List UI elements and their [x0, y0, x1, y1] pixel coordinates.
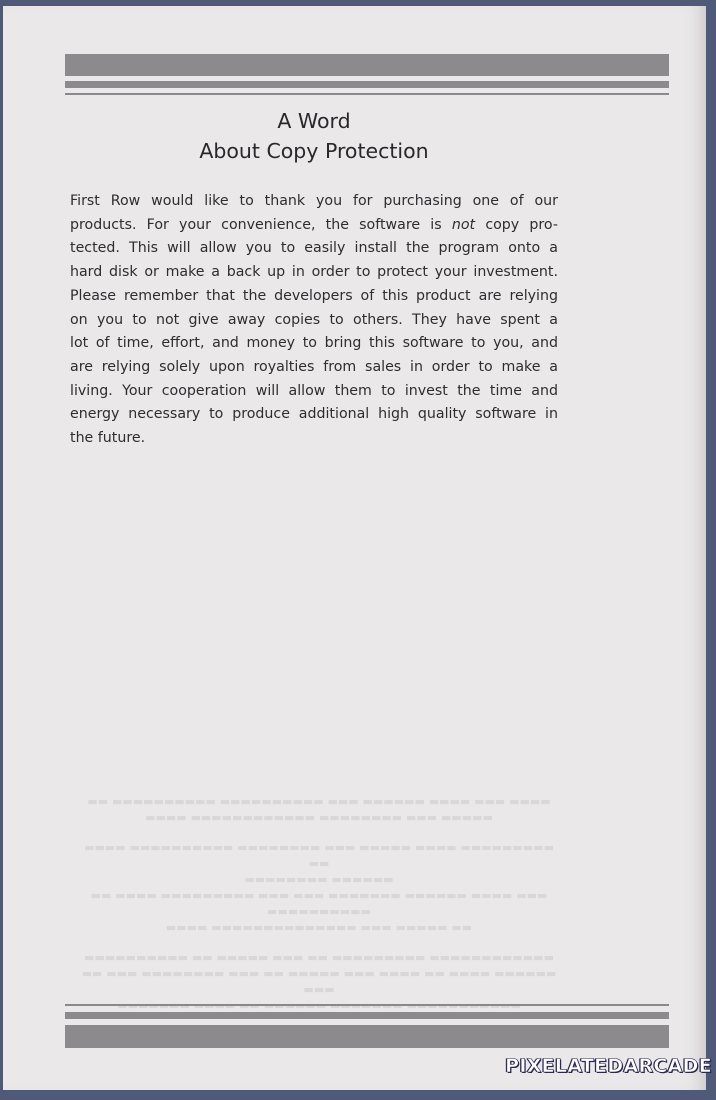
watermark-logo: PIXELATEDARCADE — [505, 1055, 712, 1077]
page-title — [65, 106, 563, 166]
body-line: Please remember that the developers of this product are relying — [70, 287, 558, 304]
body-line — [70, 214, 558, 238]
copy-protection-paragraph — [70, 190, 558, 451]
body-line: are relying solely upon royalties from sales in order to make a — [70, 358, 558, 375]
header-stripe-thin — [65, 93, 669, 95]
body-line: the future. — [70, 430, 146, 447]
body-line: hard disk or make a back up in order to protect your investment. — [70, 264, 558, 281]
header-stripe-thick — [65, 54, 669, 76]
manual-page — [3, 6, 706, 1090]
body-line: energy necessary to produce additional high quality software in — [70, 406, 558, 423]
body-line: First Row would like to thank you for purchasing one of our — [70, 193, 558, 209]
body-line: on you to not give away copies to others. They have spent a — [70, 311, 558, 328]
watermark-url: www.pixelatedarcade.com — [545, 1077, 672, 1088]
body-line-text: products. For your convenience, the software is — [70, 216, 452, 233]
body-line-text — [475, 217, 485, 233]
site-watermark — [505, 1055, 712, 1088]
body-line: lot of time, effort, and money to bring this software to you, and — [70, 335, 558, 352]
title-line-2: About Copy Protection — [199, 139, 429, 163]
footer-stripe-thick — [65, 1025, 669, 1048]
body-line-text: copy pro- — [485, 216, 558, 233]
bleed-through-text: ▬▬▬▬ ▬▬▬ ▬▬▬▬ ▬▬▬▬▬▬ ▬▬▬ ▬▬▬▬▬▬▬▬▬▬ ▬▬▬▬▬▬▬▬▬▬ ▬▬ ▬▬▬▬▬ ▬▬▬ ▬▬▬▬▬▬▬▬ ▬▬▬▬▬▬▬▬▬▬▬▬ ▬▬▬▬ ▬▬▬▬▬▬▬▬▬ ▬▬▬▬ ▬▬▬▬▬ ▬▬▬ ▬▬▬▬▬▬▬▬ ▬▬▬▬▬▬▬▬▬▬ ▬▬▬▬ ▬▬ ▬▬▬▬▬▬ ▬▬▬▬▬▬▬▬ ▬▬▬ ▬▬▬▬ ▬▬▬▬▬▬ ▬▬▬▬▬▬▬ ▬▬▬ ▬▬▬ ▬▬▬▬▬▬▬▬▬ ▬▬▬▬ ▬▬ ▬▬▬▬▬▬▬▬▬▬ ▬▬ ▬▬▬▬▬ ▬▬▬ ▬▬▬▬▬▬▬▬▬▬▬▬▬▬ ▬▬▬▬ ▬▬▬▬▬▬▬▬▬▬▬▬ ▬▬▬▬▬▬▬▬▬ ▬▬ ▬▬▬ ▬▬▬▬▬ ▬▬ ▬▬▬▬▬▬▬▬▬▬ ▬▬▬▬▬▬ ▬▬▬▬ ▬▬ ▬▬▬▬ ▬▬▬ ▬▬▬▬▬ ▬▬ ▬▬▬ ▬▬▬▬▬▬▬▬ ▬▬▬ ▬▬ ▬▬▬ — [81, 795, 557, 996]
body-line: tected. This will allow you to easily install the program onto a — [70, 240, 558, 257]
title-line-1: A Word — [277, 109, 351, 133]
footer-stripe-thin — [65, 1004, 669, 1006]
footer-stripe-medium — [65, 1012, 669, 1019]
emphasis-word: not — [451, 216, 476, 233]
body-line: living. Your cooperation will allow them to invest the time and — [70, 382, 558, 399]
header-stripe-medium — [65, 81, 669, 88]
